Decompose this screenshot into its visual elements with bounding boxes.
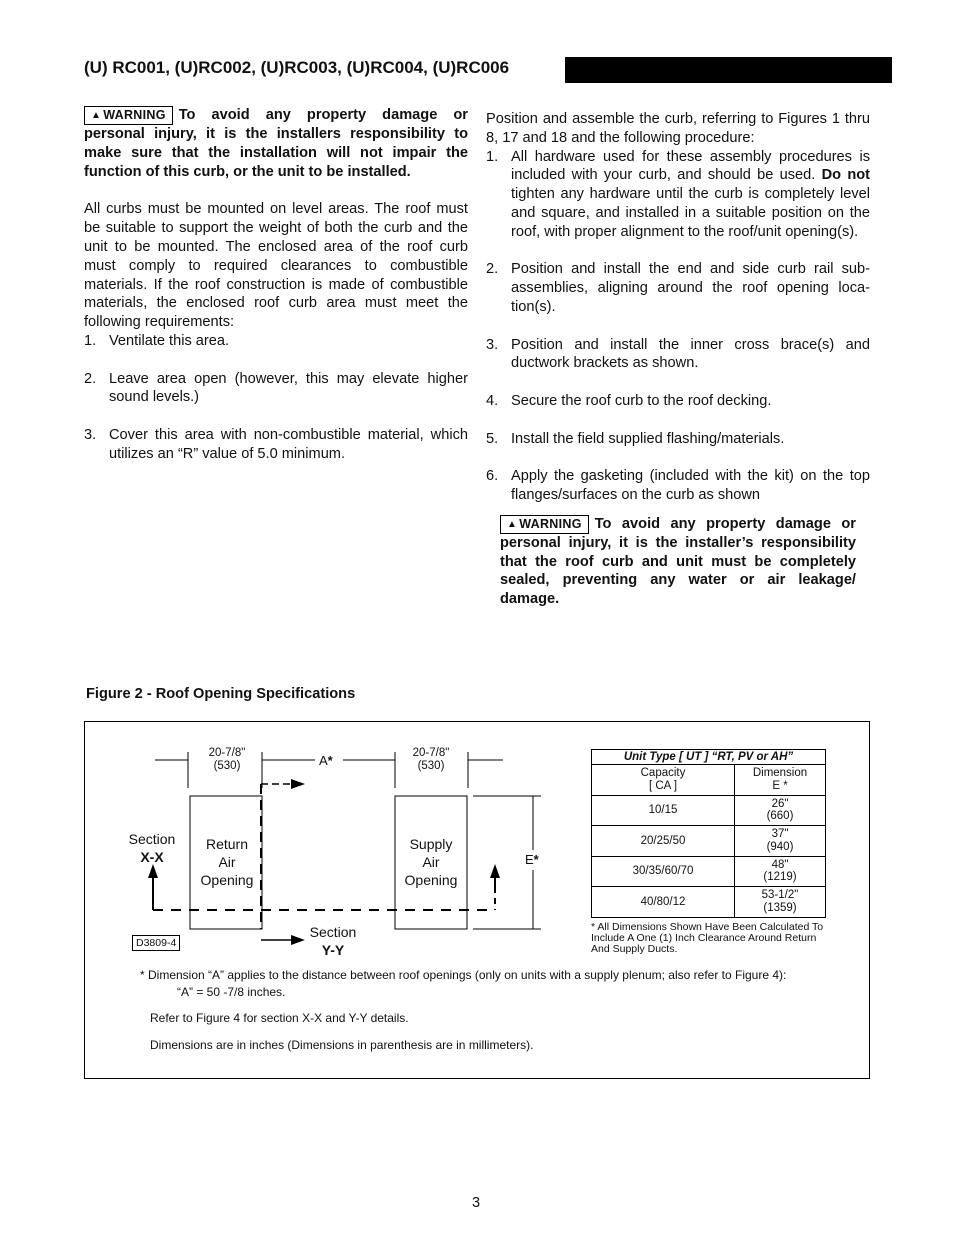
section-xx-label: Section X-X [128, 831, 176, 865]
warning-badge: ▲ WARNING [84, 106, 173, 125]
section-xx-arrowhead [148, 864, 158, 878]
return-air-opening-label: Return Air Opening [200, 836, 254, 888]
table-row: 20/25/50 37" (940) [592, 826, 826, 857]
list-item: 5. Install the field supplied flashing/materials. [486, 430, 785, 447]
list-item: 4. Secure the roof curb to the roof decking. [486, 392, 772, 409]
dim-left-label: 20-7/8" (530) [208, 747, 246, 772]
curb-mounting-intro: All curbs must be mounted on level areas. The roof must be suitable to support the weight of both the curb and the unit to be mounted. The enclosed area of the roof curb must comply to required clearances to combustible materials. If the roof construction is made of combustible materials, the enclosed roof curb area must meet the following requirements: [84, 201, 468, 331]
dim-e-label: E* [525, 852, 539, 867]
note-section-reference: Refer to Figure 4 for section X-X and Y-Y details. [150, 1011, 409, 1025]
list-item: 1. Ventilate this area. [84, 332, 230, 349]
dim-a-label: A* [319, 753, 333, 768]
list-item: 1. All hardware used for these assembly procedures is included with your curb, and should be used. Do not tighten any hardware until the curb is completely level and square, and installed in a suitable position on the roof, with proper alignment to the roof/unit opening(s). [486, 148, 871, 240]
list-item: 2. Leave area open (however, this may elevate higher sound levels.) [84, 370, 468, 406]
table-row: 10/15 26" (660) [592, 795, 826, 826]
warning-block-1 [84, 106, 468, 181]
table-footnote: * All Dimensions Shown Have Been Calculated To Include A One (1) Inch Clearance Around Return And Supply Ducts. [591, 921, 824, 955]
header-black-bar [565, 57, 892, 83]
figure-caption: Figure 2 - Roof Opening Specifications [86, 686, 356, 702]
right-column [486, 110, 870, 609]
drawing-id: D3809-4 [132, 935, 180, 951]
left-column [84, 106, 468, 464]
page-header-title: (U) RC001, (U)RC002, (U)RC003, (U)RC004, (U)RC006 [84, 58, 510, 77]
warning-text: To avoid any property damage or personal injury, it is the installer’s responsibility that the roof curb and unit must be completely sealed, preventing any water or air leakage/ damage. [500, 515, 856, 608]
capacity-header: Capacity [ CA ] [592, 765, 735, 796]
dimension-header: Dimension E * [735, 765, 826, 796]
note-dimension-a-value: “A” = 50 -7/8 inches. [177, 985, 286, 999]
supply-air-opening-label: Supply Air Opening [404, 836, 458, 888]
a-arrowhead [291, 779, 305, 789]
list-item: 6. Apply the gasketing (included with the kit) on the top flanges/surfaces on the curb as shown [486, 468, 870, 503]
list-item: 3. Cover this area with non-combustible material, which utilizes an “R” value of 5.0 minimum. [84, 426, 468, 462]
list-item: 3. Position and install the inner cross brace(s) and ductwork brackets as shown. [486, 336, 870, 372]
warning-triangle-icon: ▲ [507, 518, 518, 530]
list-item: 2. Position and install the end and side curb rail sub-assemblies, aligning around the roof opening loca-tion(s). [486, 261, 870, 315]
warning-block-2 [500, 515, 856, 609]
note-dimension-a: * Dimension “A” applies to the distance between roof openings (only on units with a supply plenum; also refer to Figure 4): [140, 968, 787, 982]
page-number: 3 [472, 1195, 481, 1211]
table-row: 40/80/12 53-1/2" (1359) [592, 887, 826, 918]
section-yy-label: Section Y-Y [309, 924, 357, 958]
dim-right-label: 20-7/8" (530) [412, 747, 450, 772]
table-header-row [592, 765, 826, 796]
warning-badge: ▲ WARNING [500, 515, 589, 534]
unit-type-table [591, 749, 826, 918]
section-arrowhead [490, 864, 500, 878]
note-units: Dimensions are in inches (Dimensions in parenthesis are in millimeters). [150, 1038, 534, 1052]
table-row: 30/35/60/70 48" (1219) [592, 856, 826, 887]
warning-text: To avoid any property damage or personal injury, it is the installers responsibility to make sure that the installation will not impair the function of this curb, or the unit to be installed. [84, 107, 468, 180]
warning-triangle-icon: ▲ [91, 110, 102, 121]
figure-box [84, 721, 870, 1079]
table-title: Unit Type [ UT ] “RT, PV or AH” [592, 750, 826, 765]
assembly-intro: Position and assemble the curb, referring to Figures 1 thru 8, 17 and 18 and the following procedure: [486, 111, 870, 146]
